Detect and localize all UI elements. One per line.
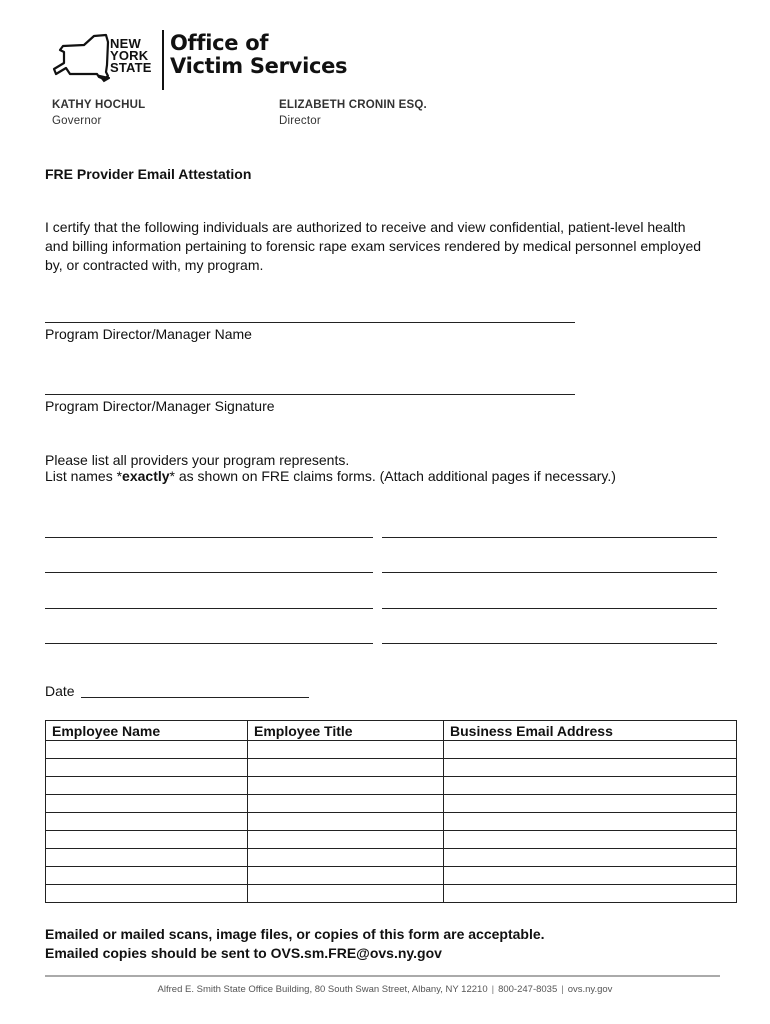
director-name-line[interactable] bbox=[45, 322, 575, 323]
director-name-label: Program Director/Manager Name bbox=[45, 326, 252, 342]
date-line[interactable] bbox=[81, 697, 309, 698]
business-email-cell[interactable] bbox=[444, 741, 737, 759]
footer-separator: | bbox=[491, 984, 495, 995]
instr-part-1: List names * bbox=[45, 468, 123, 484]
table-row bbox=[46, 777, 737, 795]
business-email-cell[interactable] bbox=[444, 885, 737, 903]
employee-title-cell[interactable] bbox=[248, 759, 444, 777]
table-row bbox=[46, 741, 737, 759]
office-line-1: Office of bbox=[170, 31, 269, 55]
provider-list-intro: Please list all providers your program represents. bbox=[45, 452, 350, 468]
footer-divider bbox=[45, 975, 720, 977]
employee-title-cell[interactable] bbox=[248, 849, 444, 867]
business-email-cell[interactable] bbox=[444, 759, 737, 777]
col-employee-title: Employee Title bbox=[248, 721, 444, 741]
table-row bbox=[46, 813, 737, 831]
employee-name-cell[interactable] bbox=[46, 849, 248, 867]
provider-line-3[interactable] bbox=[45, 572, 373, 573]
table-row bbox=[46, 867, 737, 885]
employee-title-cell[interactable] bbox=[248, 885, 444, 903]
provider-line-4[interactable] bbox=[382, 572, 717, 573]
provider-line-2[interactable] bbox=[382, 537, 717, 538]
director-signature-line[interactable] bbox=[45, 394, 575, 395]
ny-state-outline-icon bbox=[50, 32, 110, 90]
employee-title-cell[interactable] bbox=[248, 813, 444, 831]
state-line-new: NEW bbox=[110, 36, 141, 51]
certification-text: I certify that the following individuals are authorized to receive and view confidential, patient-level health and billing information pertaining to forensic rape exam services rendered by medical personnel employed by, or contracted with, my program. bbox=[45, 219, 702, 273]
employee-name-cell[interactable] bbox=[46, 885, 248, 903]
director-signature-label: Program Director/Manager Signature bbox=[45, 398, 275, 414]
provider-line-6[interactable] bbox=[382, 608, 717, 609]
provider-line-5[interactable] bbox=[45, 608, 373, 609]
table-row bbox=[46, 795, 737, 813]
footer-website[interactable]: ovs.ny.gov bbox=[567, 984, 613, 995]
acceptable-copies-note: Emailed or mailed scans, image files, or copies of this form are acceptable. bbox=[45, 926, 545, 942]
footer-phone: 800-247-8035 bbox=[498, 984, 558, 995]
employee-table bbox=[45, 720, 737, 903]
business-email-cell[interactable] bbox=[444, 795, 737, 813]
footer-separator: | bbox=[561, 984, 564, 995]
office-wordmark bbox=[170, 32, 347, 78]
form-title: FRE Provider Email Attestation bbox=[45, 166, 252, 182]
state-line-york: YORK bbox=[110, 48, 149, 63]
employee-name-cell[interactable] bbox=[46, 741, 248, 759]
employee-title-cell[interactable] bbox=[248, 777, 444, 795]
employee-name-cell[interactable] bbox=[46, 813, 248, 831]
employee-name-cell[interactable] bbox=[46, 777, 248, 795]
provider-line-1[interactable] bbox=[45, 537, 373, 538]
business-email-cell[interactable] bbox=[444, 867, 737, 885]
director-name: ELIZABETH CRONIN ESQ. bbox=[279, 99, 427, 111]
col-employee-name: Employee Name bbox=[46, 721, 248, 741]
table-header-row bbox=[46, 721, 737, 741]
provider-line-8[interactable] bbox=[382, 643, 717, 644]
provider-list-instruction bbox=[45, 467, 616, 486]
business-email-cell[interactable] bbox=[444, 831, 737, 849]
instr-emphasis: exactly bbox=[122, 468, 170, 484]
footer bbox=[0, 984, 770, 995]
governor-name: KATHY HOCHUL bbox=[52, 99, 146, 111]
employee-name-cell[interactable] bbox=[46, 759, 248, 777]
employee-name-cell[interactable] bbox=[46, 867, 248, 885]
state-line-state: STATE bbox=[110, 60, 152, 75]
col-business-email: Business Email Address bbox=[444, 721, 737, 741]
business-email-cell[interactable] bbox=[444, 777, 737, 795]
business-email-cell[interactable] bbox=[444, 813, 737, 831]
instr-part-2: * as shown on FRE claims forms. (Attach additional pages if necessary.) bbox=[169, 468, 616, 484]
employee-name-cell[interactable] bbox=[46, 795, 248, 813]
employee-name-cell[interactable] bbox=[46, 831, 248, 849]
employee-title-cell[interactable] bbox=[248, 831, 444, 849]
provider-line-7[interactable] bbox=[45, 643, 373, 644]
logo-divider bbox=[162, 30, 164, 90]
office-line-2: Victim Services bbox=[170, 54, 348, 78]
employee-title-cell[interactable] bbox=[248, 795, 444, 813]
governor-title: Governor bbox=[52, 115, 102, 127]
agency-logo bbox=[50, 26, 350, 96]
director-title: Director bbox=[279, 115, 321, 127]
table-row bbox=[46, 849, 737, 867]
footer-address: Alfred E. Smith State Office Building, 80 South Swan Street, Albany, NY 12210 bbox=[157, 984, 488, 995]
table-row bbox=[46, 759, 737, 777]
table-row bbox=[46, 885, 737, 903]
table-row bbox=[46, 831, 737, 849]
email-submission-note: Emailed copies should be sent to OVS.sm.FRE@ovs.ny.gov bbox=[45, 945, 442, 961]
employee-title-cell[interactable] bbox=[248, 867, 444, 885]
employee-title-cell[interactable] bbox=[248, 741, 444, 759]
date-label: Date bbox=[45, 683, 75, 699]
business-email-cell[interactable] bbox=[444, 849, 737, 867]
state-wordmark bbox=[110, 38, 152, 74]
